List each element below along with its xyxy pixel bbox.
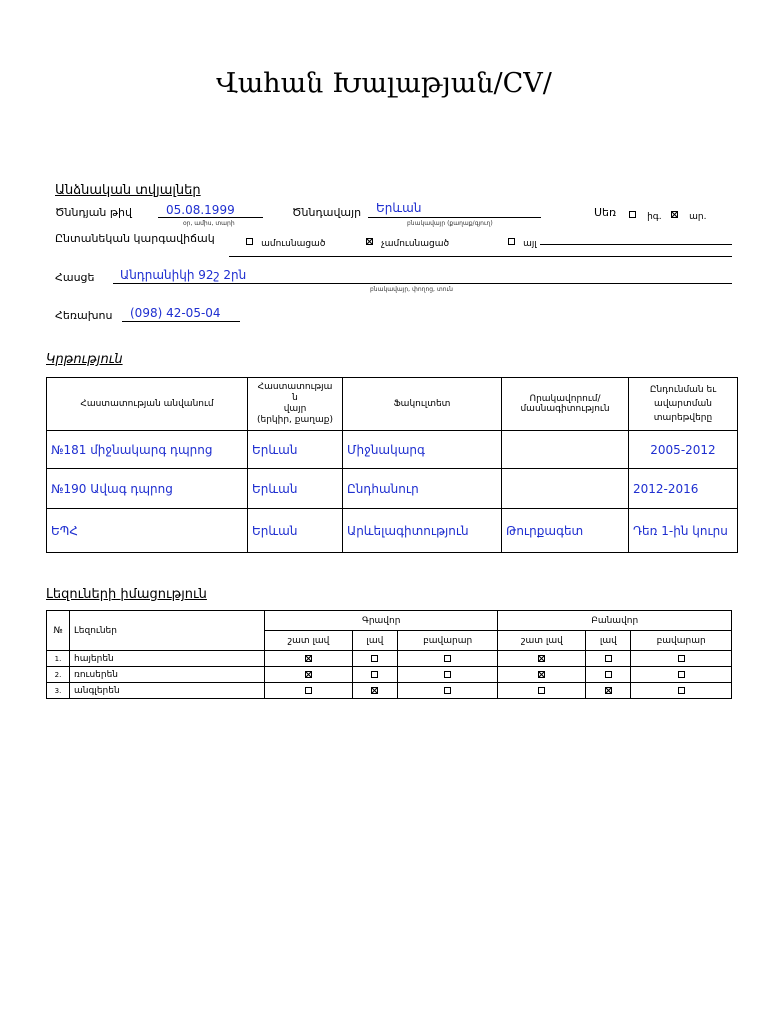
col-header: Որակավորում/ մասնագիտություն [502, 378, 629, 431]
marital-other-option[interactable]: այլ [508, 231, 537, 250]
edu-qual [502, 469, 629, 509]
col-header-written: Գրավոր [265, 611, 498, 631]
col-header: Հաստատությա ն վայր (երկիր, քաղաք) [248, 378, 343, 431]
checked-box-icon[interactable] [538, 655, 545, 662]
sex-male-option[interactable]: ար. [671, 204, 706, 223]
checkbox-icon[interactable] [538, 687, 545, 694]
sex-label: Սեռ [594, 206, 617, 219]
address-hint: բնակավայր, փողոց, տուն [370, 286, 453, 293]
dob-value[interactable]: 05.08.1999 [166, 203, 235, 217]
checked-box-icon[interactable] [305, 671, 312, 678]
education-header-row [47, 378, 738, 431]
checkbox-icon[interactable] [605, 655, 612, 662]
col-header-spoken: Բանավոր [498, 611, 732, 631]
col-header-no: № [47, 611, 70, 651]
edu-name: №190 Ավագ դպրոց [47, 469, 248, 509]
level-header: բավարար [631, 631, 732, 651]
dob-line [158, 217, 263, 218]
language-name: անգլերեն [70, 683, 265, 699]
checkbox-icon[interactable] [246, 238, 253, 245]
language-name: ռուսերեն [70, 667, 265, 683]
birthplace-value[interactable]: Երևան [376, 201, 422, 215]
edu-years: 2005-2012 [629, 431, 738, 469]
table-row [47, 469, 738, 509]
checked-box-icon[interactable] [305, 655, 312, 662]
education-heading: Կրթություն [46, 352, 123, 367]
col-header-language: Լեզուներ [70, 611, 265, 651]
dob-hint: օր, ամիս, տարի [183, 220, 235, 227]
col-header: Ընդունման եւ ավարտման տարեթվերը [629, 378, 738, 431]
checkbox-icon[interactable] [678, 671, 685, 678]
level-header: շատ լավ [265, 631, 353, 651]
checkbox-icon[interactable] [444, 687, 451, 694]
personal-heading: Անձնական տվյալներ [55, 183, 201, 198]
table-row [47, 509, 738, 553]
level-header: շատ լավ [498, 631, 586, 651]
language-name: հայերեն [70, 651, 265, 667]
edu-years: 2012-2016 [629, 469, 738, 509]
marital-line [229, 256, 732, 257]
sex-female-option[interactable]: իգ. [629, 204, 662, 223]
level-header: լավ [586, 631, 631, 651]
checkbox-icon[interactable] [444, 655, 451, 662]
checkbox-icon[interactable] [605, 671, 612, 678]
checked-box-icon[interactable] [538, 671, 545, 678]
checked-box-icon[interactable] [371, 687, 378, 694]
row-number: 2. [47, 667, 70, 683]
edu-place: Երևան [248, 469, 343, 509]
checked-box-icon[interactable] [671, 211, 678, 218]
level-header: լավ [352, 631, 397, 651]
edu-faculty: Արևելագիտություն [343, 509, 502, 553]
level-header: բավարար [397, 631, 498, 651]
page-title: Վահան Խալաթյան/CV/ [216, 68, 552, 99]
address-line [113, 283, 732, 284]
checkbox-icon[interactable] [371, 655, 378, 662]
education-table [46, 377, 738, 553]
edu-place: Երևան [248, 431, 343, 469]
table-row [47, 667, 732, 683]
edu-faculty: Միջնակարգ [343, 431, 502, 469]
checkbox-icon[interactable] [508, 238, 515, 245]
col-header: Ֆակուլտետ [343, 378, 502, 431]
table-row [47, 651, 732, 667]
languages-table [46, 610, 732, 699]
phone-line [122, 321, 240, 322]
marital-other-line [540, 244, 732, 245]
checked-box-icon[interactable] [366, 238, 373, 245]
edu-years: Դեռ 1-ին կուրս [629, 509, 738, 553]
checkbox-icon[interactable] [678, 655, 685, 662]
marital-married-option[interactable]: ամուսնացած [246, 231, 325, 250]
row-number: 1. [47, 651, 70, 667]
phone-label: Հեռախոս [55, 309, 113, 322]
checkbox-icon[interactable] [678, 687, 685, 694]
languages-heading: Լեզուների իմացություն [46, 587, 207, 602]
checkbox-icon[interactable] [305, 687, 312, 694]
birthplace-hint: բնակավայր (քաղաք/գյուղ) [407, 220, 493, 227]
edu-qual [502, 431, 629, 469]
edu-qual: Թուրքագետ [502, 509, 629, 553]
marital-single-option[interactable]: չամուսնացած [366, 231, 449, 250]
row-number: 3. [47, 683, 70, 699]
checkbox-icon[interactable] [444, 671, 451, 678]
col-header: Հաստատության անվանում [47, 378, 248, 431]
checked-box-icon[interactable] [605, 687, 612, 694]
address-label: Հասցե [55, 271, 95, 284]
birthplace-line [368, 217, 541, 218]
edu-faculty: Ընդհանուր [343, 469, 502, 509]
table-row [47, 431, 738, 469]
dob-label: Ծննդյան թիվ [55, 206, 132, 219]
table-row [47, 683, 732, 699]
address-value[interactable]: Անդրանիկի 92շ 2րն [120, 268, 247, 282]
languages-header-row [47, 611, 732, 631]
edu-name: ԵՊՀ [47, 509, 248, 553]
phone-value[interactable]: (098) 42-05-04 [130, 306, 221, 320]
edu-place: Երևան [248, 509, 343, 553]
checkbox-icon[interactable] [371, 671, 378, 678]
checkbox-icon[interactable] [629, 211, 636, 218]
edu-name: №181 միջնակարգ դպրոց [47, 431, 248, 469]
marital-label: Ընտանեկան կարգավիճակ [55, 232, 215, 245]
birthplace-label: Ծննդավայր [292, 206, 362, 219]
